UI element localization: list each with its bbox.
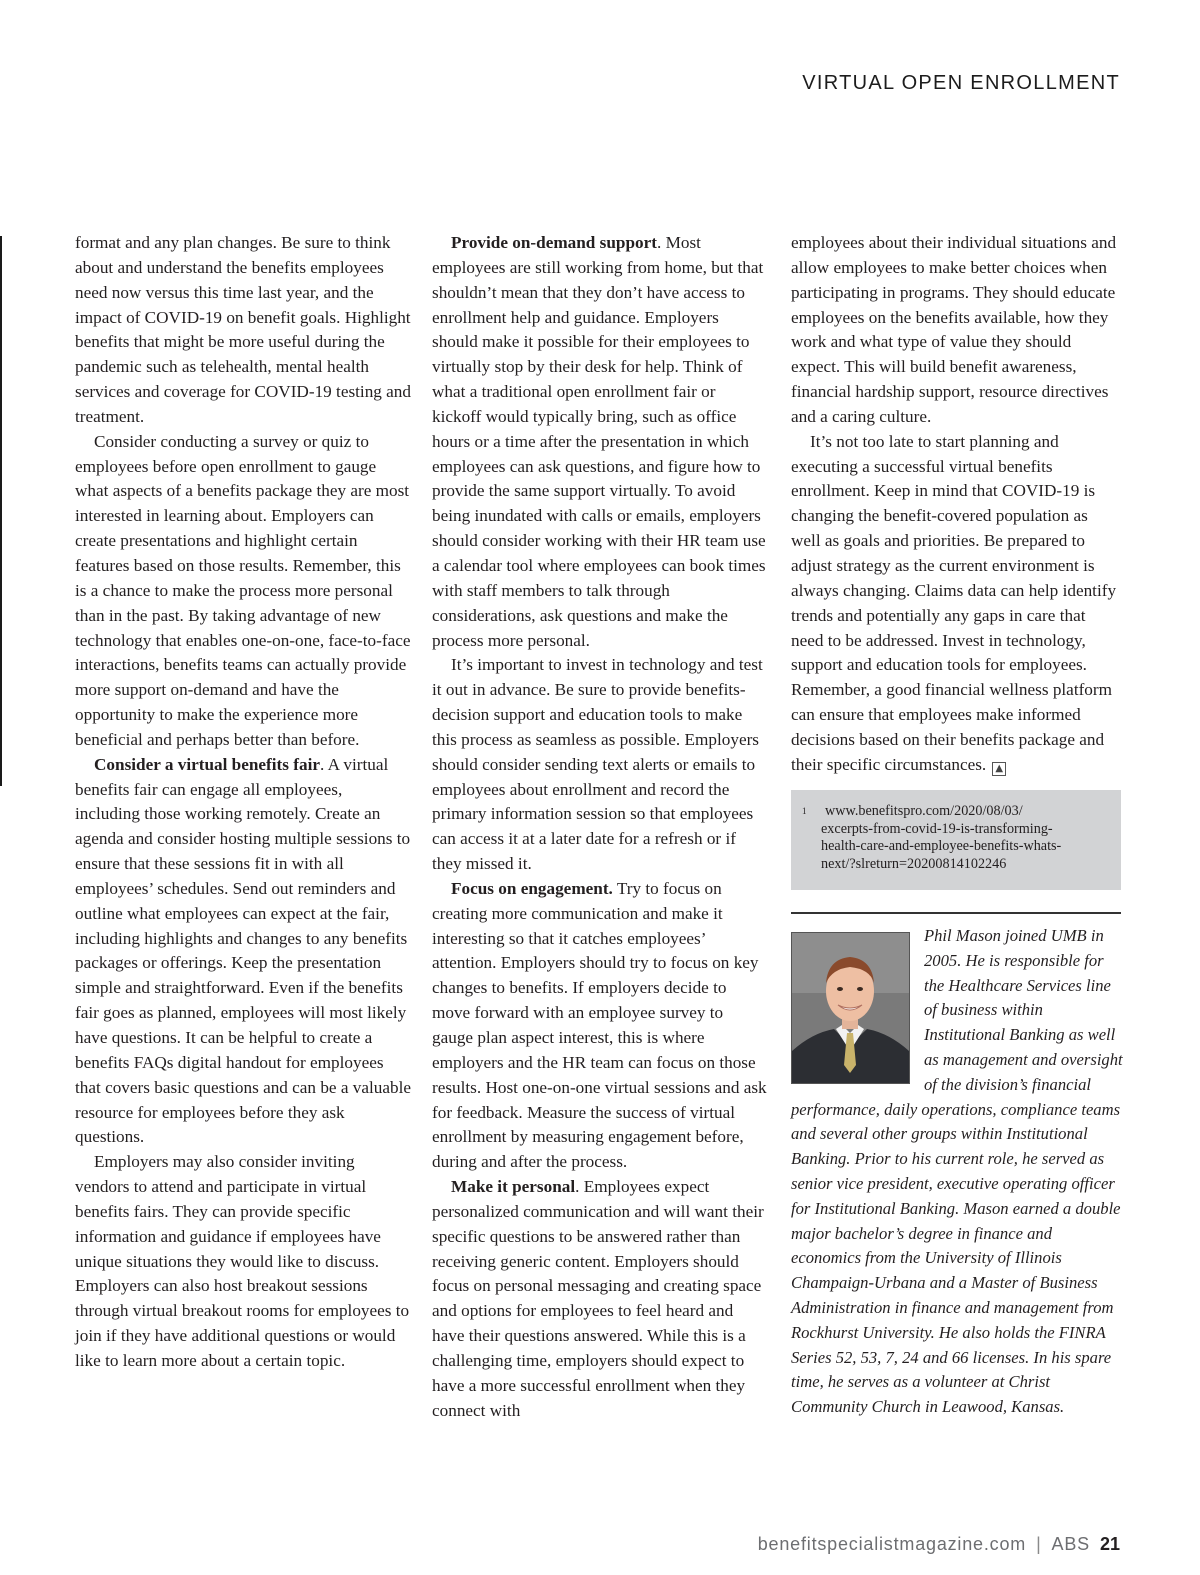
- footer-separator: |: [1036, 1534, 1042, 1554]
- paragraph-text: . Employees expect personalized communication and will want their specific questions to be answered rather than receiving generic content. Employers should focus on personal messaging and creating space and options for employees to feel heard and have their questions answered. While this is a challenging time, employers should expect to have a more successful enrollment when they connect with: [432, 1177, 764, 1420]
- article-column-2: [432, 231, 768, 1424]
- author-photo-illustration: [792, 933, 909, 1083]
- subhead: Provide on-demand support: [451, 233, 657, 252]
- author-photo: [791, 932, 910, 1084]
- page-footer: [758, 1534, 1120, 1555]
- article-column-1: [75, 231, 411, 1374]
- footnote-box: [791, 790, 1121, 890]
- paragraph: [791, 430, 1121, 778]
- footer-site[interactable]: benefitspecialistmagazine.com: [757, 1534, 1027, 1554]
- paragraph-text: . Most employees are still working from home, but that shouldn’t mean that they don’t have access to enrollment help and guidance. Employers should make it possible for their employees to virtually stop by their desk for help. Think of what a traditional open enrollment fair or kickoff would typically bring, such as office hours or a time after the presentation in which employees can ask questions, and figure how to provide the same support virtually. To avoid being inundated with calls or emails, employers should consider working with their HR team use a calendar tool where employees can book times with staff members to talk through considerations, ask questions and make the process more personal.: [432, 233, 766, 650]
- paragraph: [432, 1175, 768, 1423]
- footer-publication: ABS: [1051, 1534, 1090, 1554]
- article-column-3: [791, 231, 1121, 778]
- paragraph-text: Try to focus on creating more communication and make it interesting so that it catches employees’ attention. Employers should try to focus on key changes to benefits. If employers decide to move forward with an employee survey to gauge plan aspect interest, this is where employers and the HR team can focus on those results. Host one-on-one virtual sessions and ask for feedback. Measure the success of virtual enrollment by measuring engagement before, during and after the process.: [432, 878, 767, 1172]
- paragraph: [75, 753, 411, 1151]
- paragraph: [432, 231, 768, 653]
- section-title: VIRTUAL OPEN ENROLLMENT: [802, 72, 1120, 94]
- author-bio-text: Phil Mason joined UMB in 2005. He is responsible for the Healthcare Services line of business within Institutional Banking as well as management and oversight of the division’s financial performance, daily operations, compliance teams and several other groups within Institutional Banking. Prior to his current role, he served as senior vice president, executive operating officer for Institutional Banking. Mason earned a double major bachelor’s degree in finance and economics from the University of Illinois Champaign-Urbana and a Master of Business Administration in finance and management from Rockhurst University. He also holds the FINRA Series 52, 53, 7, 24 and 66 licenses. In his spare time, he serves as a volunteer at Christ Community Church in Leawood, Kansas.: [791, 926, 1123, 1417]
- paragraph: [432, 877, 768, 1175]
- paragraph: employees about their individual situations and allow employees to make better choices when participating in programs. They should educate employees on the benefits available, how they work and what type of value they should expect. This will build benefit awareness, financial hardship support, resource directives and a caring culture.: [791, 233, 1117, 426]
- margin-rule: [0, 236, 2, 786]
- subhead: Focus on engagement.: [451, 878, 613, 898]
- paragraph-text: It’s not too late to start planning and executing a successful virtual benefits enrollment. Keep in mind that COVID-19 is changing the benefit-covered population as well as goals and priorities. Be prepared to adjust strategy as the current environment is always changing. Claims data can help identify trends and potentially any gaps in care that need to be addressed. Invest in technology, support and education tools for employees. Remember, a good financial wellness platform can ensure that employees make informed decisions based on their benefits package and their specific circumstances.: [791, 431, 1117, 774]
- bio-divider: [791, 912, 1121, 914]
- paragraph: Employers may also consider inviting vendors to attend and participate in virtual benefits fairs. They can provide specific information and guidance if employees have unique situations they would like to discuss. Employers can also host breakout sessions through virtual breakout rooms for employees to join if they have additional questions or would like to learn more about a certain topic.: [75, 1152, 410, 1370]
- subhead: Make it personal: [451, 1177, 576, 1197]
- footnote-url[interactable]: www.benefitspro.com/2020/08/03/ excerpts-from-covid-19-is-transforming- health-care-and-employee-benefits-whats- next/?slreturn=20200814102246: [821, 803, 1062, 872]
- footnote-number: 1: [802, 806, 807, 816]
- paragraph: format and any plan changes. Be sure to think about and understand the benefits employees need now versus this time last year, and the impact of COVID-19 on benefit goals. Highlight benefits that might be more useful during the pandemic such as telehealth, mental health services and coverage for COVID-19 testing and treatment.: [75, 233, 411, 426]
- page-number: 21: [1099, 1534, 1120, 1554]
- paragraph: Consider conducting a survey or quiz to employees before open enrollment to gauge what aspects of a benefits package they are most interested in learning about. Employers can create presentations and highlight certain features based on those results. Remember, this is a chance to make the process more personal than in the past. By taking advantage of new technology that enables one-on-one, face-to-face interactions, benefits teams can actually provide more support on-demand and have the opportunity to make the experience more beneficial and perhaps better than before.: [75, 431, 411, 749]
- paragraph: It’s important to invest in technology and test it out in advance. Be sure to provide benefits-decision support and education tools to make this process as seamless as possible. Employers should consider sending text alerts or emails to employees about enrollment and record the primary information session so that employees can access it at a later date for a refresh or if they missed it.: [432, 655, 763, 874]
- author-bio: [791, 924, 1123, 1420]
- subhead: Consider a virtual benefits fair: [94, 754, 320, 774]
- end-of-article-icon: ▲: [992, 762, 1006, 776]
- paragraph-text: . A virtual benefits fair can engage all employees, including those working remotely. Create an agenda and consider hosting multiple sessions to ensure that these sessions fit in with all employees’ schedules. Send out reminders and outline what employees can expect at the fair, including highlights and changes to any benefits packages or offerings. Keep the presentation simple and straightforward. Even if the benefits fair goes as planned, employees will most likely have questions. It can be helpful to create a benefits FAQs digital handout for employees that covers basic questions and can be a valuable resource for employees before they ask questions.: [75, 754, 411, 1147]
